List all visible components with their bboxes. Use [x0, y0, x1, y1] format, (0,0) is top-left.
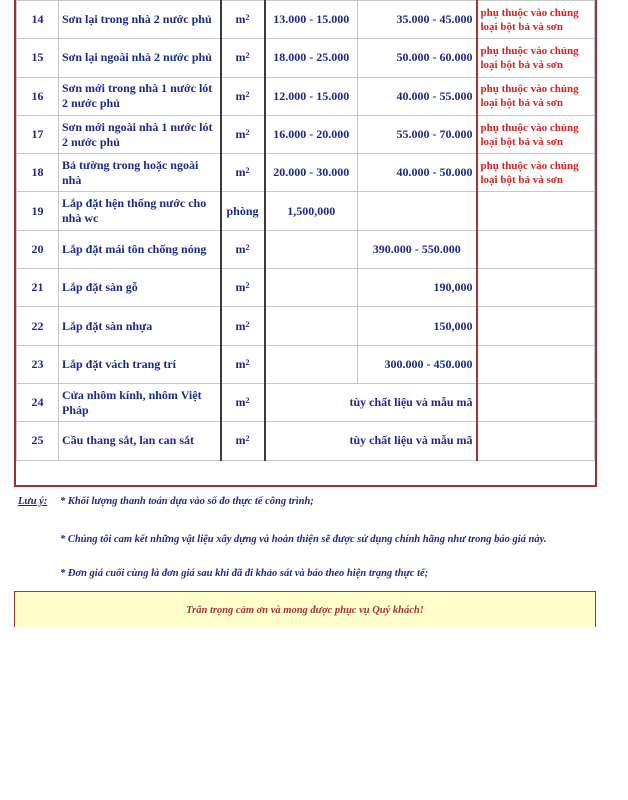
unit-cell: [221, 1, 265, 39]
full-price: 50.000 - 60.000: [358, 39, 477, 77]
item-name: Lắp đặt sàn nhựa: [59, 307, 221, 345]
price-note: [477, 345, 595, 383]
item-name: Bả tường trong hoặc ngoài nhà: [59, 154, 221, 192]
price-note: [477, 307, 595, 345]
unit-cell: [221, 230, 265, 268]
price-note: phụ thuộc vào chủng loại bột bả và sơn: [477, 77, 595, 115]
unit-text: m: [235, 356, 246, 371]
unit-superscript: 2: [245, 281, 250, 291]
full-price: 40.000 - 55.000: [358, 77, 477, 115]
labor-price: 1,500,000: [265, 192, 358, 230]
unit-cell: [221, 115, 265, 153]
row-number: 25: [17, 422, 59, 460]
row-number: 21: [17, 269, 59, 307]
unit-superscript: 2: [245, 166, 250, 176]
price-note: phụ thuộc vào chủng loại bột bả và sơn: [477, 154, 595, 192]
row-number: 24: [17, 383, 59, 421]
price-note: phụ thuộc vào chủng loại bột bả và sơn: [477, 115, 595, 153]
item-name: Cầu thang sắt, lan can sắt: [59, 422, 221, 460]
table-row: [17, 77, 595, 115]
price-table-container: [14, 0, 597, 487]
labor-price: [265, 345, 358, 383]
unit-text: m: [235, 395, 246, 410]
unit-text: m: [235, 318, 246, 333]
material-dependent-price: tùy chất liệu và mẫu mã: [265, 383, 477, 421]
unit-superscript: 2: [245, 13, 250, 23]
full-price: 35.000 - 45.000: [358, 1, 477, 39]
note-line-3: * Đơn giá cuối cùng là đơn giá sau khi đã đi khảo sát và báo theo hiện trạng thực tế;: [60, 568, 429, 579]
notes-label: Lưu ý:: [18, 496, 48, 507]
item-name: Sơn lại trong nhà 2 nước phủ: [59, 1, 221, 39]
item-name: Lắp đặt sàn gỗ: [59, 269, 221, 307]
full-price: [358, 192, 477, 230]
row-number: 23: [17, 345, 59, 383]
labor-price: 16.000 - 20.000: [265, 115, 358, 153]
unit-cell: [221, 345, 265, 383]
unit-cell: [221, 422, 265, 460]
unit-text: m: [235, 12, 246, 27]
thanks-text: Trân trọng cảm ơn và mong được phục vụ Quý khách!: [186, 605, 424, 616]
unit-cell: [221, 192, 265, 230]
thanks-banner: [14, 591, 596, 627]
unit-cell: [221, 154, 265, 192]
unit-superscript: 2: [245, 89, 250, 99]
table-row: [17, 383, 595, 421]
price-table: [16, 0, 595, 461]
row-number: 17: [17, 115, 59, 153]
table-row: [17, 345, 595, 383]
unit-cell: [221, 269, 265, 307]
labor-price: 13.000 - 15.000: [265, 1, 358, 39]
table-row: [17, 269, 595, 307]
table-row: [17, 422, 595, 460]
unit-text: m: [235, 433, 246, 448]
item-name: Lắp đặt mái tôn chống nóng: [59, 230, 221, 268]
full-price: 390.000 - 550.000: [358, 230, 477, 268]
note-line-2: * Chúng tôi cam kết những vật liệu xây dựng và hoàn thiện sẽ được sử dụng chính hãng như trong báo giá này.: [60, 534, 547, 545]
price-note: phụ thuộc vào chủng loại bột bả và sơn: [477, 39, 595, 77]
row-number: 20: [17, 230, 59, 268]
row-number: 18: [17, 154, 59, 192]
price-note: [477, 383, 595, 421]
row-number: 15: [17, 39, 59, 77]
material-dependent-price: tùy chất liệu và mẫu mã: [265, 422, 477, 460]
item-name: Sơn mới ngoài nhà 1 nước lót 2 nước phủ: [59, 115, 221, 153]
price-note: phụ thuộc vào chủng loại bột bả và sơn: [477, 1, 595, 39]
unit-superscript: 2: [245, 396, 250, 406]
unit-text: m: [235, 50, 246, 65]
full-price: 190,000: [358, 269, 477, 307]
labor-price: [265, 307, 358, 345]
item-name: Lắp đặt hện thống nước cho nhà wc: [59, 192, 221, 230]
table-row: [17, 154, 595, 192]
labor-price: 12.000 - 15.000: [265, 77, 358, 115]
labor-price: 18.000 - 25.000: [265, 39, 358, 77]
unit-text: m: [235, 165, 246, 180]
unit-superscript: 2: [245, 319, 250, 329]
unit-cell: [221, 307, 265, 345]
unit-superscript: 2: [245, 357, 250, 367]
table-row: [17, 230, 595, 268]
labor-price: [265, 230, 358, 268]
item-name: Cửa nhôm kính, nhôm Việt Pháp: [59, 383, 221, 421]
unit-superscript: 2: [245, 51, 250, 61]
labor-price: 20.000 - 30.000: [265, 154, 358, 192]
unit-cell: [221, 39, 265, 77]
unit-superscript: 2: [245, 242, 250, 252]
price-table-body: [17, 1, 595, 461]
price-note: [477, 422, 595, 460]
table-row: [17, 192, 595, 230]
table-row: [17, 39, 595, 77]
table-row: [17, 1, 595, 39]
item-name: Lắp đặt vách trang trí: [59, 345, 221, 383]
unit-cell: [221, 383, 265, 421]
price-note: [477, 269, 595, 307]
full-price: 40.000 - 50.000: [358, 154, 477, 192]
full-price: 150,000: [358, 307, 477, 345]
unit-text: m: [235, 241, 246, 256]
row-number: 16: [17, 77, 59, 115]
table-row: [17, 115, 595, 153]
unit-superscript: 2: [245, 434, 250, 444]
unit-text: m: [235, 127, 246, 142]
unit-text: m: [235, 88, 246, 103]
price-note: [477, 192, 595, 230]
table-row: [17, 307, 595, 345]
row-number: 14: [17, 1, 59, 39]
full-price: 300.000 - 450.000: [358, 345, 477, 383]
unit-superscript: 2: [245, 128, 250, 138]
row-number: 22: [17, 307, 59, 345]
item-name: Sơn lại ngoài nhà 2 nước phủ: [59, 39, 221, 77]
item-name: Sơn mới trong nhà 1 nước lót 2 nước phủ: [59, 77, 221, 115]
price-note: [477, 230, 595, 268]
full-price: 55.000 - 70.000: [358, 115, 477, 153]
note-line-1: * Khối lượng thanh toán dựa vào số đo thực tế công trình;: [60, 496, 314, 507]
row-number: 19: [17, 192, 59, 230]
labor-price: [265, 269, 358, 307]
unit-text: m: [235, 280, 246, 295]
unit-cell: [221, 77, 265, 115]
unit-text: phòng: [226, 203, 259, 218]
